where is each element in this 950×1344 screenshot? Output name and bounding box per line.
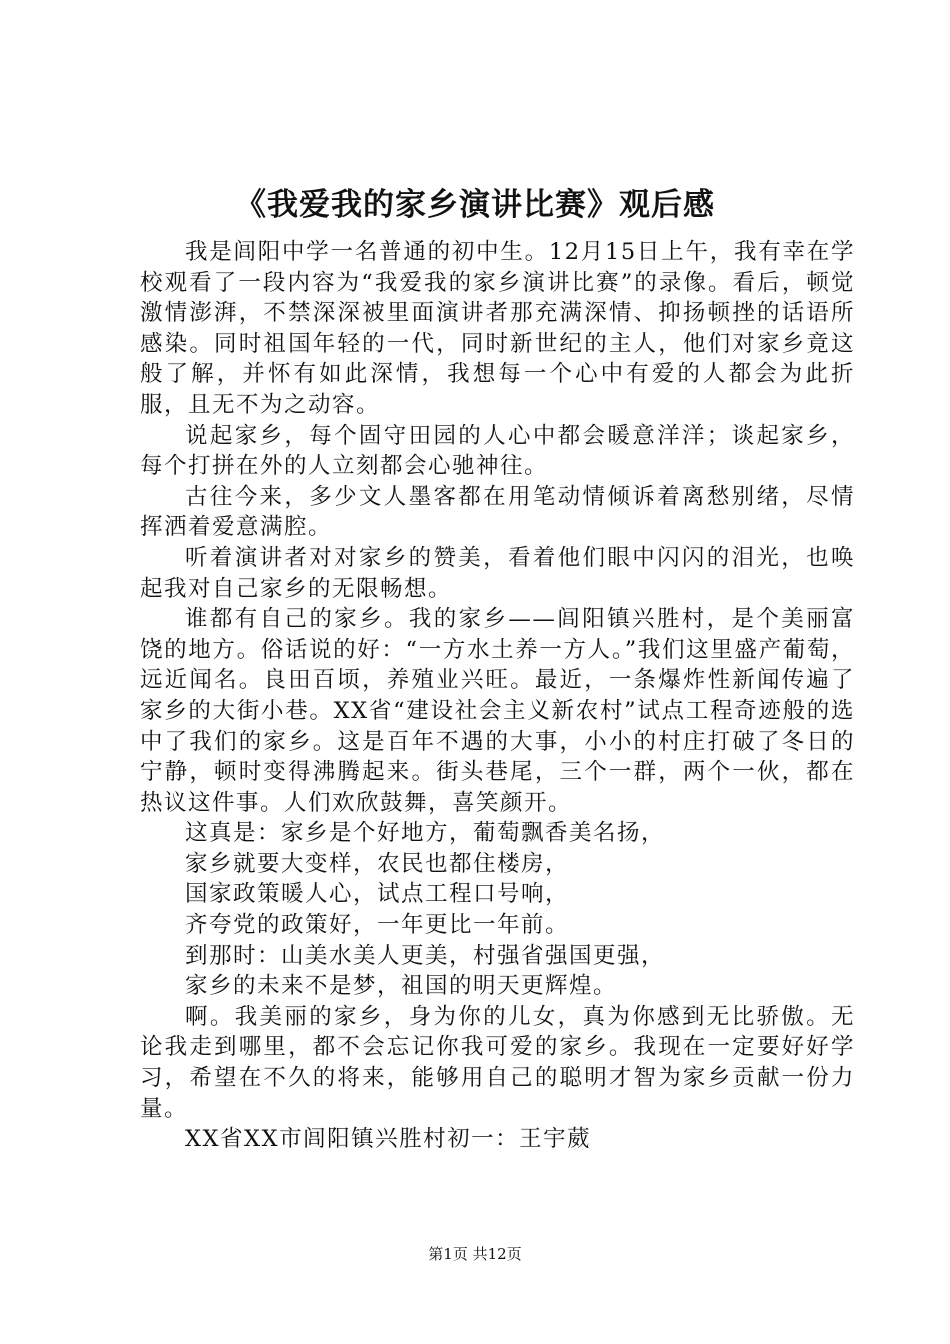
verse-line: 这真是：家乡是个好地方，葡萄飘香美名扬， bbox=[185, 820, 666, 847]
paragraph-speakers: 听着演讲者对对家乡的赞美，看着他们眼中闪闪的泪光，也唤起我对自己家乡的无限畅想。 bbox=[140, 544, 855, 602]
verse-line: 家乡就要大变样，农民也都住楼房， bbox=[185, 850, 570, 877]
verse-line: 到那时：山美水美人更美，村强省强国更强， bbox=[185, 942, 666, 969]
verse-line: 齐夸党的政策好，一年更比一年前。 bbox=[185, 912, 570, 939]
document-body bbox=[140, 237, 855, 1155]
paragraph-village: 谁都有自己的家乡。我的家乡——闾阳镇兴胜村，是个美丽富饶的地方。俗话说的好：“一方水土养一方人。”我们这里盛产葡萄，远近闻名。良田百顷，养殖业兴旺。最近，一条爆炸性新闻传遍了家乡的大街小巷。XX省“建设社会主义新农村”试点工程奇迹般的选中了我们的家乡。这是百年不遇的大事，小小的村庄打破了冬日的宁静，顿时变得沸腾起来。街头巷尾，三个一群，两个一伙，都在热议这件事。人们欢欣鼓舞，喜笑颜开。 bbox=[140, 606, 855, 816]
paragraph-hometown: 说起家乡，每个固守田园的人心中都会暖意洋洋；谈起家乡，每个打拼在外的人立刻都会心驰神往。 bbox=[140, 422, 855, 480]
page-footer: 第1页 共12页 bbox=[428, 1245, 522, 1263]
verse-line: 家乡的未来不是梦，祖国的明天更辉煌。 bbox=[185, 973, 618, 1000]
document-title: 《我爱我的家乡演讲比赛》观后感 bbox=[235, 187, 715, 223]
verse-line: 国家政策暖人心，试点工程口号响， bbox=[185, 881, 570, 908]
paragraph-literati: 古往今来，多少文人墨客都在用笔动情倾诉着离愁别绪，尽情挥洒着爱意满腔。 bbox=[140, 483, 855, 541]
paragraph-intro: 我是闾阳中学一名普通的初中生。12月15日上午，我有幸在学校观看了一段内容为“我爱我的家乡演讲比赛”的录像。看后，顿觉激情澎湃，不禁深深被里面演讲者那充满深情、抑扬顿挫的话语所感染。同时祖国年轻的一代，同时新世纪的主人，他们对家乡竟这般了解，并怀有如此深情，我想每一个心中有爱的人都会为此折服，且无不为之动容。 bbox=[140, 239, 855, 418]
author-signature: XX省XX市闾阳镇兴胜村初一：王宇葳 bbox=[185, 1126, 592, 1153]
paragraph-closing: 啊。我美丽的家乡，身为你的儿女，真为你感到无比骄傲。无论我走到哪里，都不会忘记你我可爱的家乡。我现在一定要好好学习，希望在不久的将来，能够用自己的聪明才智为家乡贡献一份力量。 bbox=[140, 1003, 855, 1122]
